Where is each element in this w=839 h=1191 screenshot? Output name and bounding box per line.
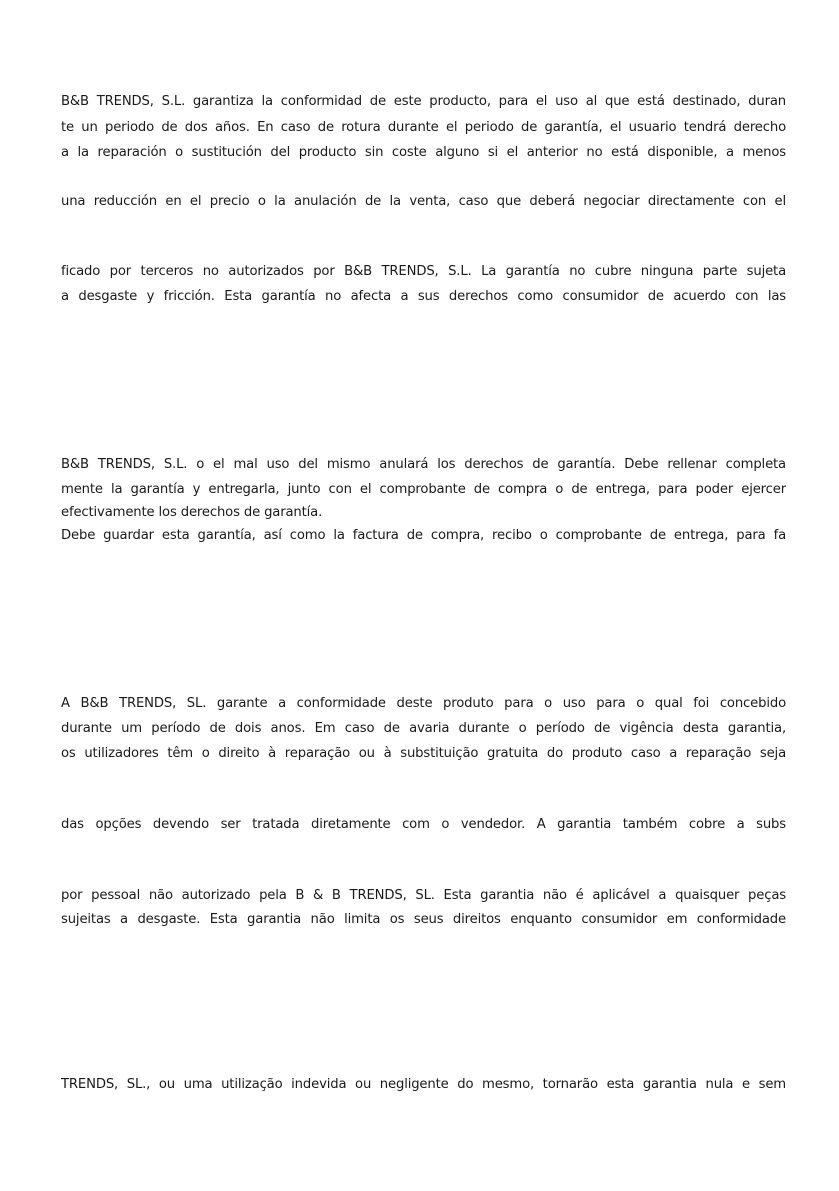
text-line: a desgaste y fricción. Esta garantía no afecta a sus derechos como consumidor de acuerdo con las — [61, 289, 786, 304]
text-line: Debe guardar esta garantía, así como la factura de compra, recibo o comprobante de entrega, para fa — [61, 528, 786, 543]
text-line: B&B TRENDS, S.L. o el mal uso del mismo anulará los derechos de garantía. Debe rellenar completa — [61, 457, 786, 472]
text-line: os utilizadores têm o direito à reparação ou à substituição gratuita do produto caso a reparação seja — [61, 746, 786, 761]
text-line: efectivamente los derechos de garantía. — [61, 505, 323, 520]
text-line: una reducción en el precio o la anulación de la venta, caso que deberá negociar directamente con el — [61, 194, 786, 209]
text-line: durante um período de dois anos. Em caso de avaria durante o período de vigência desta garantia, — [61, 721, 786, 736]
text-line: ficado por terceros no autorizados por B&B TRENDS, S.L. La garantía no cubre ninguna parte sujeta — [61, 264, 786, 279]
text-line: a la reparación o sustitución del producto sin coste alguno si el anterior no está disponible, a menos — [61, 145, 786, 160]
text-line: por pessoal não autorizado pela B & B TRENDS, SL. Esta garantia não é aplicável a quaisquer peças — [61, 888, 786, 903]
text-line: A B&B TRENDS, SL. garante a conformidade deste produto para o uso para o qual foi concebido — [61, 696, 786, 711]
text-line: sujeitas a desgaste. Esta garantia não limita os seus direitos enquanto consumidor em conformidade — [61, 912, 786, 927]
text-line: mente la garantía y entregarla, junto con el comprobante de compra o de entrega, para poder ejercer — [61, 482, 786, 497]
text-line: das opções devendo ser tratada diretamente com o vendedor. A garantia também cobre a subs — [61, 817, 786, 832]
text-line: B&B TRENDS, S.L. garantiza la conformidad de este producto, para el uso al que está destinado, duran — [61, 94, 786, 109]
text-line: TRENDS, SL., ou uma utilização indevida ou negligente do mesmo, tornarão esta garantia nula e sem — [61, 1077, 786, 1092]
text-line: te un periodo de dos años. En caso de rotura durante el periodo de garantía, el usuario tendrá derecho — [61, 120, 786, 135]
